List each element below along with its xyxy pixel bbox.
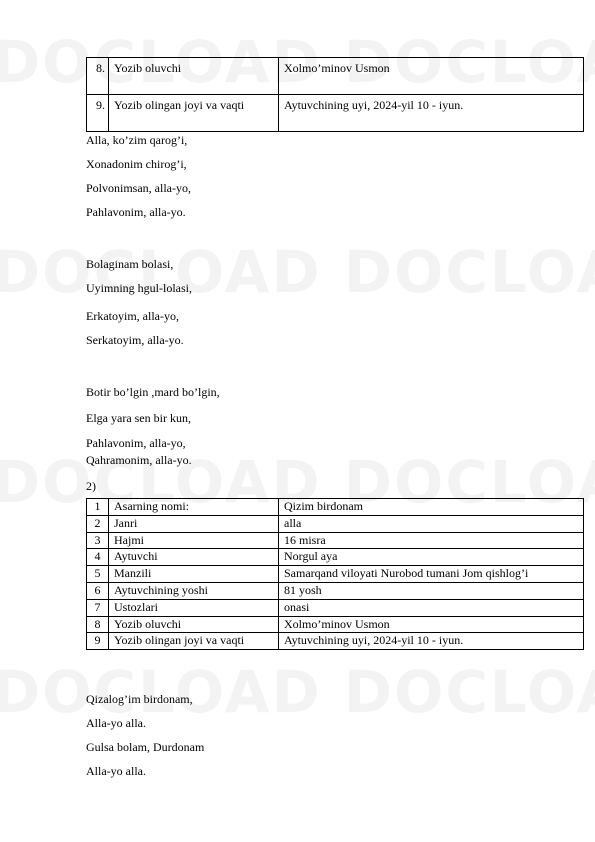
row-field: Yozib olingan joyi va vaqti	[109, 95, 279, 132]
row-number: 6	[87, 582, 109, 599]
row-value: Aytuvchining uyi, 2024-yil 10 - iyun.	[279, 95, 584, 132]
table-row	[87, 532, 584, 549]
poem-line: Alla-yo alla.	[86, 764, 146, 778]
table-row	[87, 95, 584, 132]
poem-line: Pahlavonim, alla-yo.	[86, 205, 186, 219]
poem-line: Elga yara sen bir kun,	[86, 411, 191, 425]
row-field: Yozib oluvchi	[109, 616, 279, 633]
poem-line: Botir bo’lgin ,mard bo’lgin,	[86, 385, 220, 399]
table-row	[87, 616, 584, 633]
table-row	[87, 633, 584, 650]
row-field: Manzili	[109, 566, 279, 583]
row-number: 8	[87, 616, 109, 633]
row-field: Aytuvchining yoshi	[109, 582, 279, 599]
row-value: onasi	[279, 599, 584, 616]
poem-line: Erkatoyim, alla-yo,	[86, 309, 179, 323]
poem-line: Bolaginam bolasi,	[86, 257, 174, 271]
poem-line: Gulsa bolam, Durdonam	[86, 740, 205, 754]
info-table-bottom	[86, 498, 584, 650]
row-value: 16 misra	[279, 532, 584, 549]
row-value: Xolmo’minov Usmon	[279, 616, 584, 633]
row-value: Norgul aya	[279, 549, 584, 566]
poem-line: Polvonimsan, alla-yo,	[86, 181, 191, 195]
row-value: Xolmo’minov Usmon	[279, 58, 584, 95]
poem-line: Qahramonim, alla-yo.	[86, 453, 192, 467]
table-row	[87, 549, 584, 566]
row-number: 4	[87, 549, 109, 566]
table-row	[87, 582, 584, 599]
poem-line: Uyimning hgul-lolasi,	[86, 281, 192, 295]
row-field: Yozib oluvchi	[109, 58, 279, 95]
row-value: 81 yosh	[279, 582, 584, 599]
poem-line: Xonadonim chirog’i,	[86, 157, 187, 171]
table-row	[87, 566, 584, 583]
poem-line: Alla, ko’zim qarog’i,	[86, 133, 188, 147]
row-number: 8.	[87, 58, 109, 95]
table-row	[87, 515, 584, 532]
section-label: 2)	[86, 479, 96, 493]
row-field: Ustozlari	[109, 599, 279, 616]
table-row	[87, 599, 584, 616]
poem-line: Serkatoyim, alla-yo.	[86, 333, 184, 347]
poem-line: Alla-yo alla.	[86, 716, 146, 730]
row-number: 2	[87, 515, 109, 532]
row-field: Asarning nomi:	[109, 499, 279, 516]
row-field: Janri	[109, 515, 279, 532]
row-number: 7	[87, 599, 109, 616]
info-table-top	[86, 57, 584, 132]
poem-line: Qizalog’im birdonam,	[86, 692, 193, 706]
row-field: Aytuvchi	[109, 549, 279, 566]
row-field: Yozib olingan joyi va vaqti	[109, 633, 279, 650]
poem-line: Pahlavonim, alla-yo,	[86, 436, 186, 450]
table-row	[87, 499, 584, 516]
row-number: 9	[87, 633, 109, 650]
row-value: alla	[279, 515, 584, 532]
table-row	[87, 58, 584, 95]
row-value: Samarqand viloyati Nurobod tumani Jom qishlog’i	[279, 566, 584, 583]
row-number: 5	[87, 566, 109, 583]
row-value: Aytuvchining uyi, 2024-yil 10 - iyun.	[279, 633, 584, 650]
row-field: Hajmi	[109, 532, 279, 549]
row-number: 9.	[87, 95, 109, 132]
row-value: Qizim birdonam	[279, 499, 584, 516]
row-number: 1	[87, 499, 109, 516]
row-number: 3	[87, 532, 109, 549]
